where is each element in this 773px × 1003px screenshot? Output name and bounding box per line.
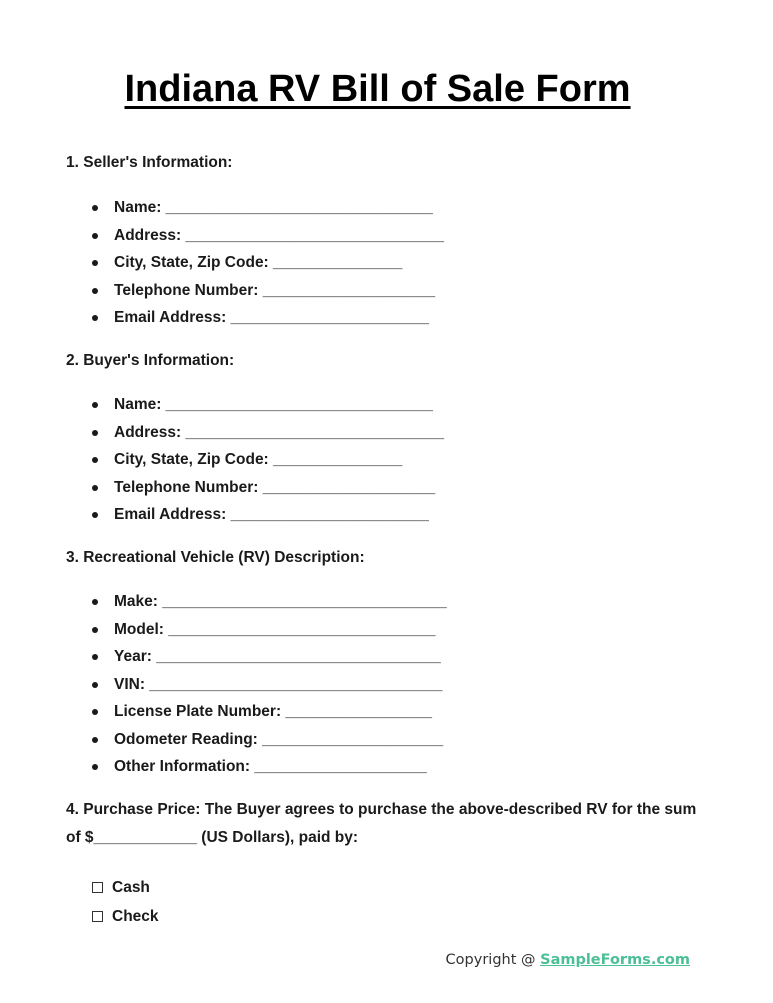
bullet-icon: [92, 709, 98, 715]
rv-license-plate-field[interactable]: License Plate Number: _________________: [90, 702, 447, 730]
seller-section-heading: 1. Seller's Information:: [66, 154, 233, 171]
buyer-name-field[interactable]: Name: _______________________________: [90, 395, 444, 423]
buyer-city-state-zip-field[interactable]: City, State, Zip Code: _______________: [90, 450, 444, 478]
checkbox-icon[interactable]: [92, 911, 103, 922]
bullet-icon: [92, 402, 98, 408]
bullet-icon: [92, 627, 98, 633]
copyright-footer: [446, 952, 690, 968]
seller-telephone-field[interactable]: Telephone Number: ____________________: [90, 281, 444, 309]
bullet-icon: [92, 485, 98, 491]
brand-link[interactable]: SampleForms.com: [540, 952, 690, 968]
copyright-prefix: Copyright @: [445, 952, 541, 968]
bullet-icon: [92, 737, 98, 743]
buyer-email-field[interactable]: Email Address: _______________________: [90, 505, 444, 533]
bullet-icon: [92, 654, 98, 660]
seller-address-field[interactable]: Address: ______________________________: [90, 226, 444, 254]
bullet-icon: [92, 205, 98, 211]
bullet-icon: [92, 288, 98, 294]
bullet-icon: [92, 682, 98, 688]
seller-fields-list: [90, 198, 444, 336]
page-title: Indiana RV Bill of Sale Form: [124, 68, 631, 110]
rv-fields-list: [90, 592, 447, 785]
rv-section-heading: 3. Recreational Vehicle (RV) Description:: [66, 549, 365, 566]
bullet-icon: [92, 764, 98, 770]
rv-year-field[interactable]: Year: _________________________________: [90, 647, 447, 675]
bullet-icon: [92, 599, 98, 605]
purchase-price-paragraph: 4. Purchase Price: The Buyer agrees to purchase the above-described RV for the sum of $____________ (US Dollars), paid by:: [66, 801, 697, 846]
bullet-icon: [92, 315, 98, 321]
bullet-icon: [92, 260, 98, 266]
rv-other-info-field[interactable]: Other Information: ____________________: [90, 757, 447, 785]
bullet-icon: [92, 430, 98, 436]
payment-option-check[interactable]: [92, 902, 159, 931]
rv-odometer-field[interactable]: Odometer Reading: _____________________: [90, 730, 447, 758]
payment-option-label: Check: [112, 907, 159, 925]
checkbox-icon[interactable]: [92, 882, 103, 893]
buyer-telephone-field[interactable]: Telephone Number: ____________________: [90, 478, 444, 506]
bullet-icon: [92, 457, 98, 463]
rv-vin-field[interactable]: VIN: __________________________________: [90, 675, 447, 703]
payment-option-label: Cash: [112, 878, 150, 896]
seller-name-field[interactable]: Name: _______________________________: [90, 198, 444, 226]
seller-email-field[interactable]: Email Address: _______________________: [90, 308, 444, 336]
buyer-section-heading: 2. Buyer's Information:: [66, 352, 235, 369]
bullet-icon: [92, 233, 98, 239]
rv-model-field[interactable]: Model: _______________________________: [90, 620, 447, 648]
buyer-fields-list: [90, 395, 444, 533]
payment-option-cash[interactable]: [92, 873, 159, 902]
payment-options: [92, 873, 159, 931]
bullet-icon: [92, 512, 98, 518]
rv-make-field[interactable]: Make: _________________________________: [90, 592, 447, 620]
buyer-address-field[interactable]: Address: ______________________________: [90, 423, 444, 451]
seller-city-state-zip-field[interactable]: City, State, Zip Code: _______________: [90, 253, 444, 281]
